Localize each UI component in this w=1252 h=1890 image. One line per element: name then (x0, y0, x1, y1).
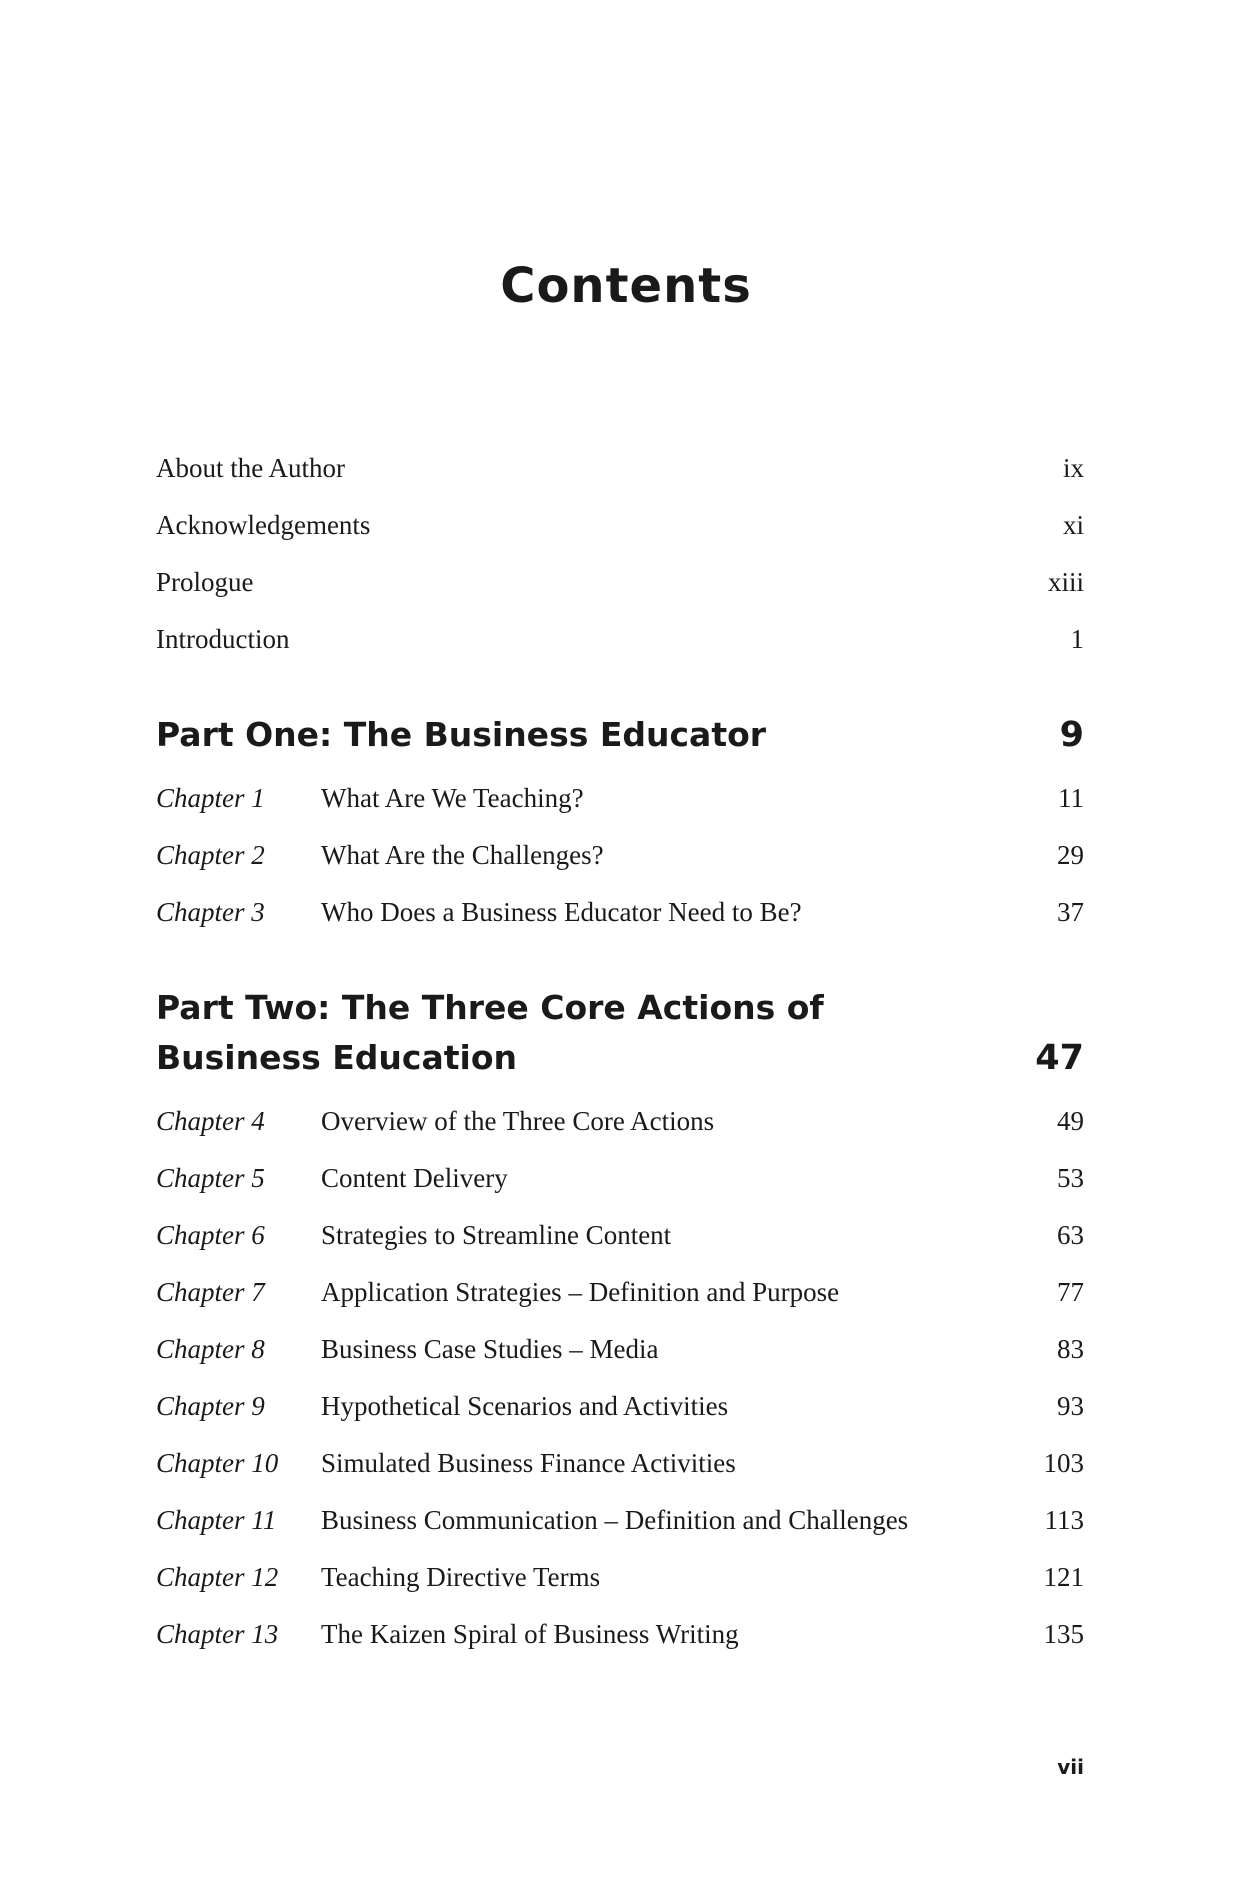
chapter-label: Chapter 1 (156, 783, 265, 813)
chapter-entry (156, 770, 1084, 827)
chapter-title: Strategies to Streamline Content (321, 1220, 672, 1250)
chapter-page-number: 53 (1057, 1163, 1084, 1193)
chapter-entry (156, 1549, 1084, 1606)
entry-title: Introduction (156, 624, 290, 654)
entry-page-number: xiii (1047, 567, 1084, 597)
page-title: Contents (500, 258, 752, 314)
toc-entry (156, 440, 1084, 497)
toc-entry (156, 554, 1084, 611)
chapter-page-number: 63 (1057, 1220, 1084, 1250)
chapter-label: Chapter 9 (156, 1391, 265, 1421)
entry-page-number: ix (1062, 453, 1084, 483)
chapter-title: Business Communication – Definition and Challenges (321, 1505, 909, 1535)
chapter-page-number: 29 (1057, 840, 1084, 870)
chapter-page-number: 135 (1043, 1619, 1084, 1649)
part-title: Part Two: The Three Core Actions of Business Education (156, 988, 824, 1077)
part-title: Part One: The Business Educator (156, 715, 767, 754)
chapter-title: What Are We Teaching? (321, 783, 584, 813)
toc-entry (156, 611, 1084, 668)
chapter-page-number: 37 (1057, 897, 1084, 927)
entry-title: Prologue (156, 567, 254, 597)
entry-title: Acknowledgements (156, 510, 371, 540)
chapter-title: Hypothetical Scenarios and Activities (321, 1391, 729, 1421)
page-number: vii (1057, 1755, 1084, 1779)
chapter-label: Chapter 6 (156, 1220, 265, 1250)
chapter-entry (156, 1435, 1084, 1492)
chapter-entry (156, 1264, 1084, 1321)
chapter-entry (156, 1378, 1084, 1435)
chapter-entry (156, 1093, 1084, 1150)
chapter-label: Chapter 13 (156, 1619, 279, 1649)
chapter-entry (156, 1321, 1084, 1378)
chapter-label: Chapter 11 (156, 1505, 277, 1535)
chapter-title: What Are the Challenges? (321, 840, 604, 870)
chapter-entry (156, 884, 1084, 941)
chapter-label: Chapter 12 (156, 1562, 279, 1592)
chapter-label: Chapter 5 (156, 1163, 265, 1193)
part-page-number: 9 (1059, 715, 1084, 755)
chapter-label: Chapter 10 (156, 1448, 279, 1478)
chapter-entry (156, 1207, 1084, 1264)
chapter-title: Overview of the Three Core Actions (321, 1106, 715, 1136)
chapter-title: Simulated Business Finance Activities (321, 1448, 736, 1478)
chapter-page-number: 11 (1058, 783, 1084, 813)
chapter-entry (156, 1150, 1084, 1207)
chapter-label: Chapter 7 (156, 1277, 265, 1307)
entry-page-number: 1 (1070, 624, 1084, 654)
part-heading (156, 983, 1084, 1083)
chapter-title: Business Case Studies – Media (321, 1334, 659, 1364)
chapter-entry (156, 1492, 1084, 1549)
chapter-page-number: 83 (1057, 1334, 1084, 1364)
entry-title: About the Author (156, 453, 345, 483)
chapter-label: Chapter 2 (156, 840, 265, 870)
chapter-entry (156, 827, 1084, 884)
chapter-page-number: 113 (1044, 1505, 1084, 1535)
chapter-page-number: 77 (1057, 1277, 1084, 1307)
chapter-title: Who Does a Business Educator Need to Be? (321, 897, 802, 927)
chapter-title: The Kaizen Spiral of Business Writing (321, 1619, 739, 1649)
chapter-label: Chapter 3 (156, 897, 265, 927)
chapter-label: Chapter 4 (156, 1106, 265, 1136)
chapter-title: Content Delivery (321, 1163, 508, 1193)
chapter-title: Teaching Directive Terms (321, 1562, 601, 1592)
entry-page-number: xi (1062, 510, 1084, 540)
chapter-title: Application Strategies – Definition and Purpose (321, 1277, 840, 1307)
chapter-page-number: 49 (1057, 1106, 1084, 1136)
chapter-entry (156, 1606, 1084, 1663)
toc-entry (156, 497, 1084, 554)
chapter-page-number: 93 (1057, 1391, 1084, 1421)
chapter-page-number: 103 (1043, 1448, 1084, 1478)
table-of-contents (156, 440, 1084, 1663)
part-page-number: 47 (1035, 1038, 1084, 1078)
part-heading (156, 710, 1084, 760)
chapter-page-number: 121 (1043, 1562, 1084, 1592)
chapter-label: Chapter 8 (156, 1334, 265, 1364)
